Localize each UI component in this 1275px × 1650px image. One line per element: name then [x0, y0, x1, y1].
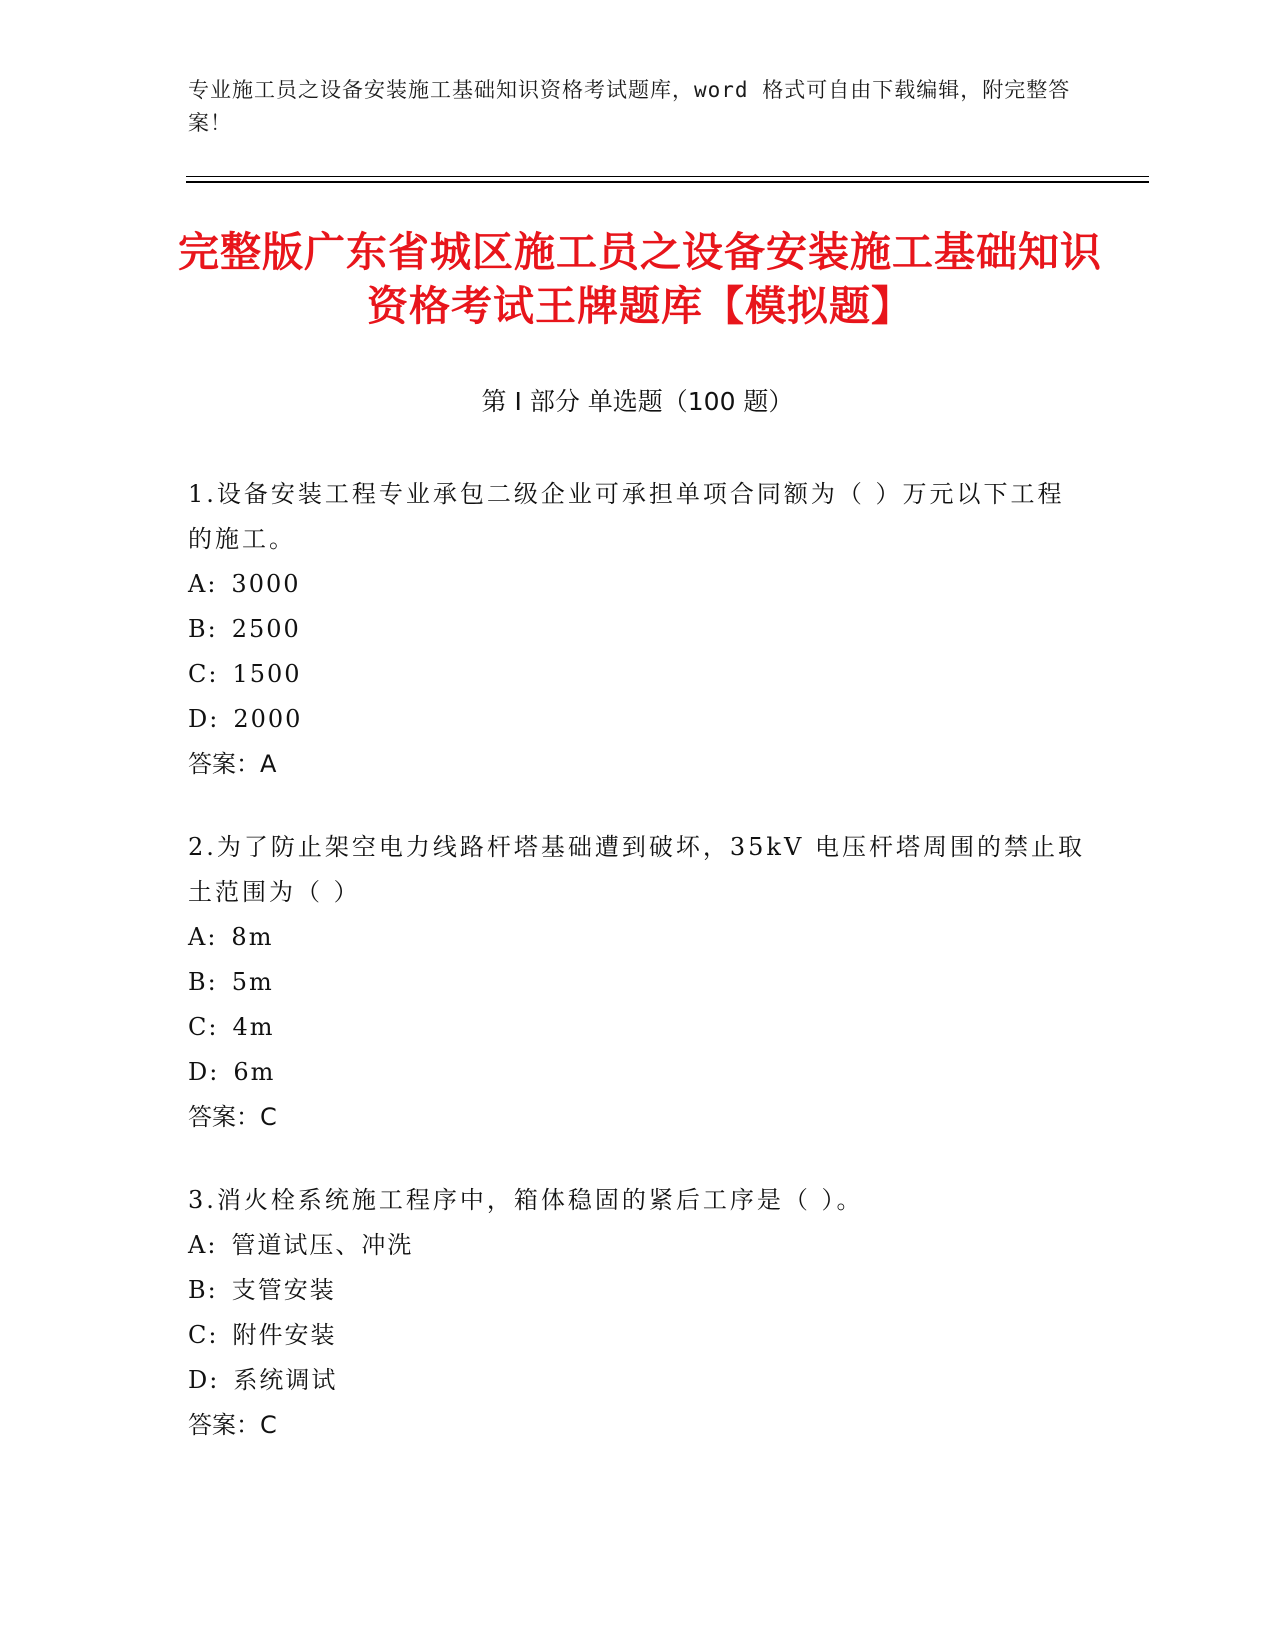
question-stem: 1.设备安装工程专业承包二级企业可承担单项合同额为（ ）万元以下工程的施工。: [188, 480, 1065, 553]
option-text: 8m: [231, 923, 274, 951]
option-key: D:: [188, 1366, 220, 1394]
option-d: [188, 1358, 1088, 1403]
option-c: [188, 1313, 1088, 1358]
option-text: 4m: [232, 1013, 275, 1041]
question-stem: 2.为了防止架空电力线路杆塔基础遭到破坏，35kV 电压杆塔周围的禁止取土范围为（ ）: [188, 833, 1085, 906]
option-key: D:: [188, 705, 220, 733]
option-key: B:: [188, 1276, 218, 1304]
option-key: B:: [188, 615, 218, 643]
question-item: [188, 472, 1088, 787]
option-c: [188, 652, 1088, 697]
option-b: [188, 960, 1088, 1005]
option-text: 2500: [231, 615, 301, 643]
answer-label: 答案：: [188, 1411, 260, 1439]
option-key: C:: [188, 1013, 219, 1041]
option-text: 6m: [233, 1058, 276, 1086]
option-text: 附件安装: [232, 1321, 337, 1349]
option-key: C:: [188, 660, 219, 688]
answer-line: [188, 742, 1088, 787]
document-title: 完整版广东省城区施工员之设备安装施工基础知识资格考试王牌题库【模拟题】: [178, 228, 1102, 330]
header-note: 专业施工员之设备安装施工基础知识资格考试题库，word 格式可自由下载编辑，附完整答案！: [188, 78, 1071, 135]
option-a: [188, 915, 1088, 960]
answer-value: C: [260, 1103, 277, 1131]
question-item: [188, 1178, 1088, 1448]
question-stem: 3.消火栓系统施工程序中，箱体稳固的紧后工序是（ ）。: [188, 1186, 864, 1214]
question-item: [188, 825, 1088, 1140]
option-key: A:: [188, 1231, 218, 1259]
answer-line: [188, 1403, 1088, 1448]
option-text: 支管安装: [231, 1276, 336, 1304]
option-text: 系统调试: [233, 1366, 338, 1394]
option-c: [188, 1005, 1088, 1050]
section-heading: 第 I 部分 单选题（100 题）: [481, 387, 794, 416]
question-list: [188, 472, 1088, 1486]
option-a: [188, 562, 1088, 607]
option-d: [188, 1050, 1088, 1095]
answer-label: 答案：: [188, 750, 260, 778]
option-key: A:: [188, 923, 218, 951]
header-divider-thin: [186, 176, 1149, 177]
option-key: B:: [188, 968, 218, 996]
option-text: 3000: [231, 570, 301, 598]
option-b: [188, 1268, 1088, 1313]
answer-line: [188, 1095, 1088, 1140]
option-d: [188, 697, 1088, 742]
answer-value: C: [260, 1411, 277, 1439]
answer-value: A: [260, 750, 277, 778]
option-key: A:: [188, 570, 218, 598]
option-b: [188, 607, 1088, 652]
option-text: 5m: [231, 968, 274, 996]
answer-label: 答案：: [188, 1103, 260, 1131]
option-key: D:: [188, 1058, 220, 1086]
header-divider-thick: [186, 181, 1149, 183]
option-a: [188, 1223, 1088, 1268]
option-text: 2000: [233, 705, 303, 733]
option-text: 管道试压、冲洗: [231, 1231, 414, 1259]
option-text: 1500: [232, 660, 302, 688]
option-key: C:: [188, 1321, 219, 1349]
